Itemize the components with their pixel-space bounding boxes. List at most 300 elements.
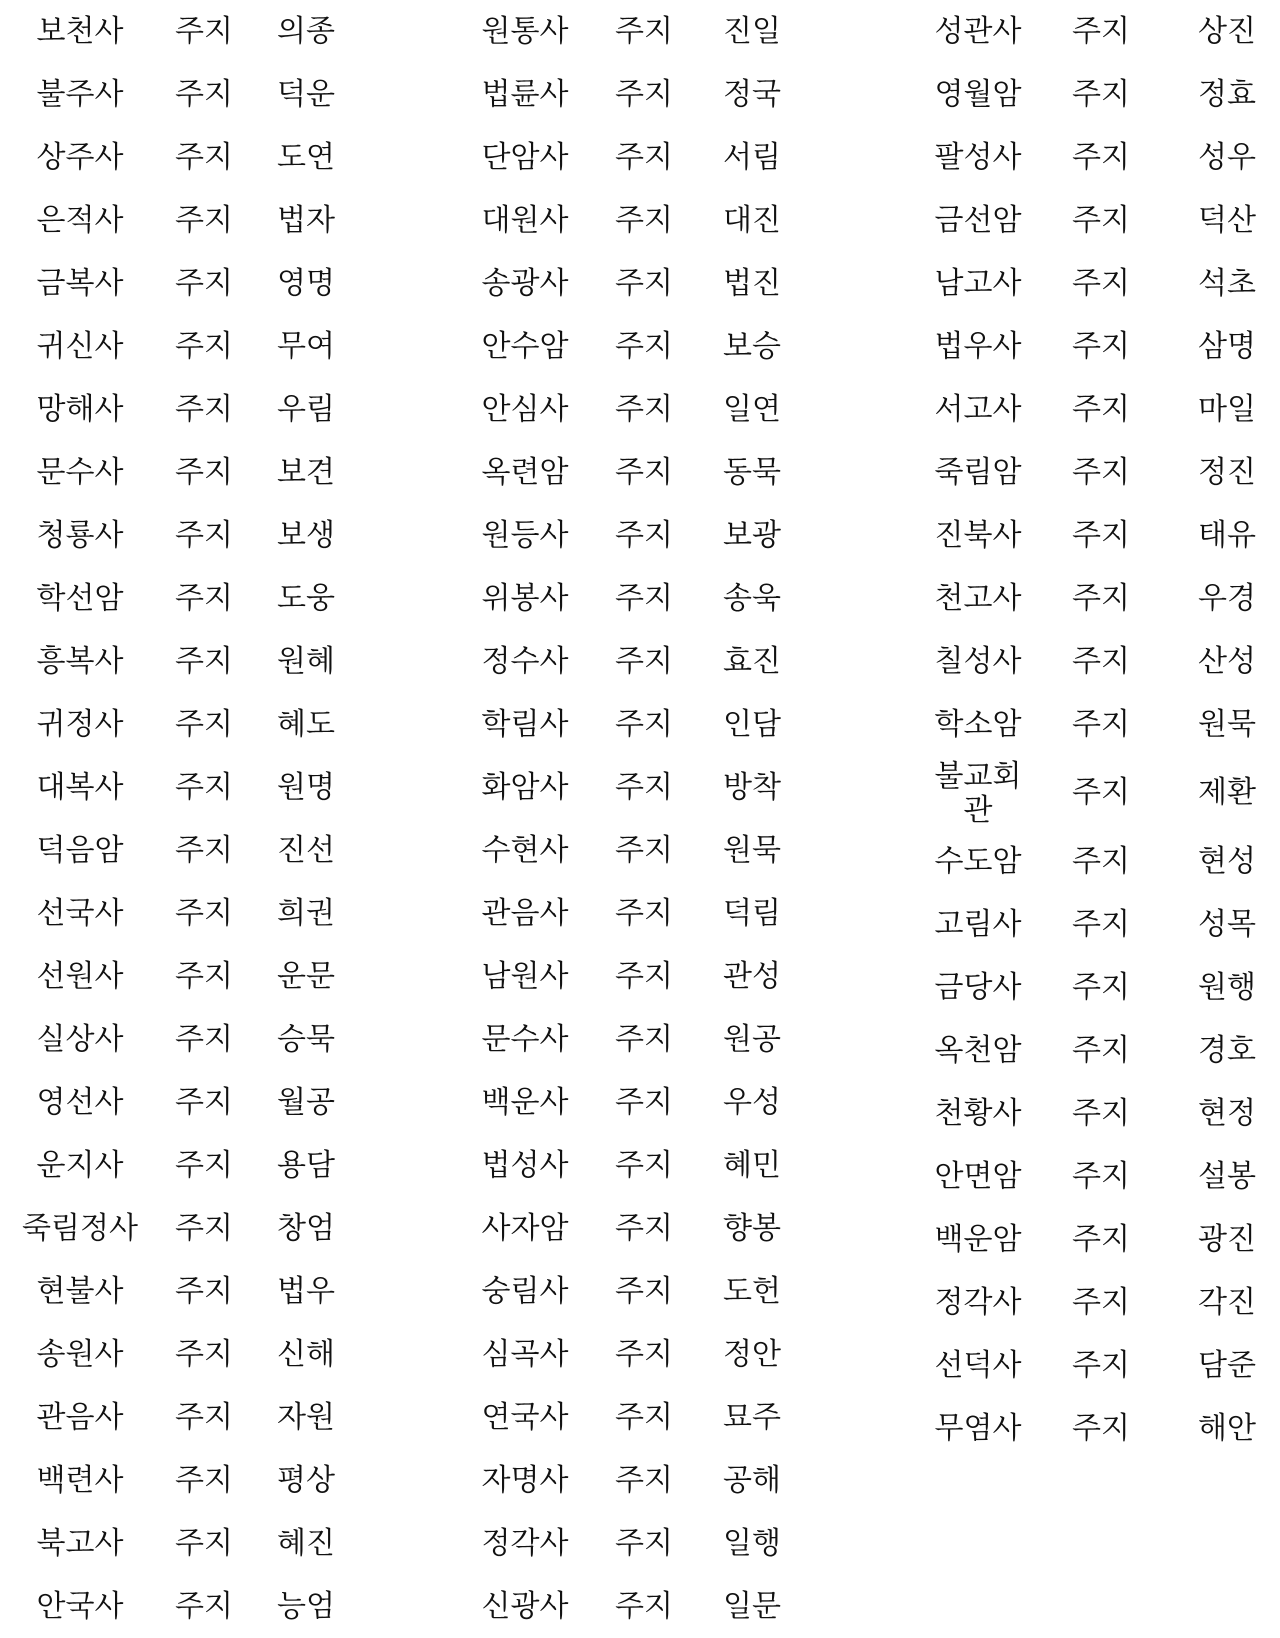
temple-name: 안면암 [934, 1159, 1022, 1194]
role-title: 주지 [1072, 844, 1130, 879]
role-title: 주지 [1072, 1285, 1130, 1320]
temple-name: 불주사 [36, 77, 124, 112]
temple-name: 보천사 [36, 14, 124, 49]
list-item [450, 756, 850, 819]
monk-name: 원묵 [723, 833, 781, 868]
role-title: 주지 [1072, 581, 1130, 616]
temple-name: 칠성사 [934, 644, 1022, 679]
list-column-1 [0, 0, 420, 1638]
temple-name: 진북사 [934, 518, 1022, 553]
monk-name: 산성 [1198, 644, 1256, 679]
list-item [0, 441, 420, 504]
role-title: 주지 [175, 707, 233, 742]
monk-name: 혜민 [723, 1148, 781, 1183]
monk-name: 진선 [277, 833, 335, 868]
role-title: 주지 [175, 1211, 233, 1246]
temple-name: 송광사 [481, 266, 569, 301]
monk-name: 성목 [1198, 907, 1256, 942]
list-item [895, 830, 1280, 893]
monk-name: 일문 [723, 1589, 781, 1624]
role-title: 주지 [175, 1337, 233, 1372]
monk-name: 창엄 [277, 1211, 335, 1246]
monk-name: 덕운 [277, 77, 335, 112]
list-item [0, 819, 420, 882]
monk-name: 마일 [1198, 392, 1256, 427]
temple-name: 정각사 [934, 1285, 1022, 1320]
temple-name: 무염사 [934, 1411, 1022, 1446]
role-title: 주지 [1072, 1411, 1130, 1446]
role-title: 주지 [615, 1400, 673, 1435]
list-item [895, 315, 1280, 378]
list-item [0, 1323, 420, 1386]
role-title: 주지 [615, 1526, 673, 1561]
list-item [0, 945, 420, 1008]
monk-name: 정효 [1198, 77, 1256, 112]
temple-name: 영월암 [934, 77, 1022, 112]
temple-name: 성관사 [934, 14, 1022, 49]
list-column-2 [450, 0, 850, 1638]
temple-name: 선덕사 [934, 1348, 1022, 1383]
role-title: 주지 [615, 1589, 673, 1624]
temple-name: 정각사 [481, 1526, 569, 1561]
role-title: 주지 [175, 1022, 233, 1057]
monk-name: 우경 [1198, 581, 1256, 616]
monk-name: 덕산 [1198, 203, 1256, 238]
role-title: 주지 [175, 1526, 233, 1561]
list-item [450, 1323, 850, 1386]
list-item [0, 567, 420, 630]
list-item [0, 1197, 420, 1260]
role-title: 주지 [1072, 392, 1130, 427]
role-title: 주지 [1072, 266, 1130, 301]
role-title: 주지 [175, 1589, 233, 1624]
temple-name: 학선암 [36, 581, 124, 616]
role-title: 주지 [175, 1085, 233, 1120]
list-item [450, 63, 850, 126]
monk-name: 삼명 [1198, 329, 1256, 364]
list-item [0, 1134, 420, 1197]
temple-name: 학림사 [481, 707, 569, 742]
list-item [895, 0, 1280, 63]
monk-name: 자원 [277, 1400, 335, 1435]
role-title: 주지 [615, 518, 673, 553]
monk-name: 원공 [723, 1022, 781, 1057]
list-item [895, 378, 1280, 441]
monk-name: 신해 [277, 1337, 335, 1372]
role-title: 주지 [615, 455, 673, 490]
list-item [450, 1449, 850, 1512]
list-item [0, 1071, 420, 1134]
temple-name: 관음사 [36, 1400, 124, 1435]
temple-name: 문수사 [481, 1022, 569, 1057]
monk-name: 법우 [277, 1274, 335, 1309]
monk-name: 진일 [723, 14, 781, 49]
temple-name: 단암사 [481, 140, 569, 175]
temple-name: 화암사 [481, 770, 569, 805]
list-item [0, 1575, 420, 1638]
monk-name: 효진 [723, 644, 781, 679]
list-item [895, 893, 1280, 956]
list-item [450, 189, 850, 252]
role-title: 주지 [615, 1085, 673, 1120]
role-title: 주지 [615, 833, 673, 868]
role-title: 주지 [175, 392, 233, 427]
monk-name: 원명 [277, 770, 335, 805]
list-item [895, 504, 1280, 567]
temple-name: 고림사 [934, 907, 1022, 942]
monk-name: 원묵 [1198, 707, 1256, 742]
role-title: 주지 [175, 77, 233, 112]
monk-name: 혜도 [277, 707, 335, 742]
role-title: 주지 [615, 896, 673, 931]
role-title: 주지 [615, 140, 673, 175]
list-item [0, 378, 420, 441]
role-title: 주지 [615, 14, 673, 49]
monk-name: 태유 [1198, 518, 1256, 553]
temple-name: 사자암 [481, 1211, 569, 1246]
monk-name: 상진 [1198, 14, 1256, 49]
temple-name: 대복사 [36, 770, 124, 805]
list-item [0, 693, 420, 756]
list-item [450, 945, 850, 1008]
role-title: 주지 [175, 455, 233, 490]
role-title: 주지 [175, 266, 233, 301]
temple-name: 원등사 [481, 518, 569, 553]
temple-name: 팔성사 [934, 140, 1022, 175]
monk-name: 우성 [723, 1085, 781, 1120]
monk-name: 승묵 [277, 1022, 335, 1057]
monk-name: 법진 [723, 266, 781, 301]
monk-name: 해안 [1198, 1411, 1256, 1446]
temple-name: 선원사 [36, 959, 124, 994]
list-item [0, 63, 420, 126]
list-item [0, 1260, 420, 1323]
list-item [450, 0, 850, 63]
role-title: 주지 [175, 959, 233, 994]
list-item [0, 1512, 420, 1575]
monk-name: 정국 [723, 77, 781, 112]
list-item [895, 126, 1280, 189]
role-title: 주지 [615, 1211, 673, 1246]
temple-name: 선국사 [36, 896, 124, 931]
role-title: 주지 [1072, 1033, 1130, 1068]
list-item [895, 1208, 1280, 1271]
list-item [450, 504, 850, 567]
role-title: 주지 [615, 581, 673, 616]
monk-name: 혜진 [277, 1526, 335, 1561]
temple-name [925, 756, 1031, 830]
temple-name: 남고사 [934, 266, 1022, 301]
monk-name: 희권 [277, 896, 335, 931]
temple-name: 금복사 [36, 266, 124, 301]
monk-name: 용담 [277, 1148, 335, 1183]
temple-name: 옥천암 [934, 1033, 1022, 1068]
role-title: 주지 [175, 644, 233, 679]
monk-name: 우림 [277, 392, 335, 427]
list-item [0, 0, 420, 63]
list-item [895, 1397, 1280, 1460]
temple-name: 죽림암 [934, 455, 1022, 490]
list-item [0, 1449, 420, 1512]
monk-name: 월공 [277, 1085, 335, 1120]
temple-name: 법우사 [934, 329, 1022, 364]
list-item [895, 441, 1280, 504]
list-item [0, 1008, 420, 1071]
monk-name: 관성 [723, 959, 781, 994]
role-title: 주지 [175, 1274, 233, 1309]
temple-name: 운지사 [36, 1148, 124, 1183]
list-item [450, 1008, 850, 1071]
role-title: 주지 [615, 1148, 673, 1183]
role-title: 주지 [175, 1148, 233, 1183]
temple-name: 현불사 [36, 1274, 124, 1309]
monk-name: 정진 [1198, 455, 1256, 490]
role-title: 주지 [1072, 644, 1130, 679]
temple-name: 천황사 [934, 1096, 1022, 1131]
temple-name: 심곡사 [481, 1337, 569, 1372]
list-item [450, 252, 850, 315]
role-title: 주지 [1072, 1348, 1130, 1383]
monk-name: 보광 [723, 518, 781, 553]
list-item [0, 1386, 420, 1449]
monk-name: 덕림 [723, 896, 781, 931]
list-item [450, 1071, 850, 1134]
monk-name: 평상 [277, 1463, 335, 1498]
role-title: 주지 [175, 581, 233, 616]
role-title: 주지 [175, 833, 233, 868]
temple-name: 서고사 [934, 392, 1022, 427]
list-item [450, 1134, 850, 1197]
role-title: 주지 [1072, 203, 1130, 238]
role-title: 주지 [615, 707, 673, 742]
monk-name: 영명 [277, 266, 335, 301]
monk-name: 담준 [1198, 1348, 1256, 1383]
monk-name: 의종 [277, 14, 335, 49]
role-title: 주지 [1072, 455, 1130, 490]
role-title: 주지 [615, 770, 673, 805]
temple-name: 덕음암 [36, 833, 124, 868]
list-item [895, 630, 1280, 693]
role-title: 주지 [1072, 14, 1130, 49]
role-title: 주지 [1072, 970, 1130, 1005]
temple-name: 은적사 [36, 203, 124, 238]
role-title: 주지 [175, 1400, 233, 1435]
monk-name: 보생 [277, 518, 335, 553]
monk-name: 설봉 [1198, 1159, 1256, 1194]
temple-name: 법륜사 [481, 77, 569, 112]
temple-name: 숭림사 [481, 1274, 569, 1309]
temple-name: 수도암 [934, 844, 1022, 879]
role-title: 주지 [175, 203, 233, 238]
monk-name: 정안 [723, 1337, 781, 1372]
monk-name: 원혜 [277, 644, 335, 679]
monk-name: 도헌 [723, 1274, 781, 1309]
temple-name: 실상사 [36, 1022, 124, 1057]
list-item [450, 819, 850, 882]
temple-name: 옥련암 [481, 455, 569, 490]
monk-name: 석초 [1198, 266, 1256, 301]
temple-name: 귀정사 [36, 707, 124, 742]
temple-name: 백운사 [481, 1085, 569, 1120]
temple-name: 자명사 [481, 1463, 569, 1498]
list-item [450, 1386, 850, 1449]
list-item [0, 252, 420, 315]
list-item [895, 1082, 1280, 1145]
list-item [895, 252, 1280, 315]
role-title: 주지 [615, 1463, 673, 1498]
monk-name: 능엄 [277, 1589, 335, 1624]
role-title: 주지 [1072, 775, 1130, 810]
monk-name: 일연 [723, 392, 781, 427]
list-item [450, 126, 850, 189]
temple-name: 백련사 [36, 1463, 124, 1498]
temple-name: 안국사 [36, 1589, 124, 1624]
monk-name: 대진 [723, 203, 781, 238]
role-title: 주지 [175, 770, 233, 805]
monk-name: 원행 [1198, 970, 1256, 1005]
monk-name: 방착 [723, 770, 781, 805]
monk-name: 인담 [723, 707, 781, 742]
list-item [450, 378, 850, 441]
temple-name: 법성사 [481, 1148, 569, 1183]
list-item [450, 441, 850, 504]
temple-name: 상주사 [36, 140, 124, 175]
monk-name: 경호 [1198, 1033, 1256, 1068]
role-title: 주지 [1072, 707, 1130, 742]
role-title: 주지 [175, 140, 233, 175]
list-item [450, 1575, 850, 1638]
monk-name: 운문 [277, 959, 335, 994]
role-title: 주지 [1072, 518, 1130, 553]
temple-name: 원통사 [481, 14, 569, 49]
list-item [450, 315, 850, 378]
temple-name: 영선사 [36, 1085, 124, 1120]
monk-name: 동묵 [723, 455, 781, 490]
role-title: 주지 [175, 329, 233, 364]
temple-name: 죽림정사 [22, 1211, 138, 1246]
role-title: 주지 [175, 1463, 233, 1498]
role-title: 주지 [615, 77, 673, 112]
list-item [0, 882, 420, 945]
list-item [0, 126, 420, 189]
list-item [895, 1019, 1280, 1082]
role-title: 주지 [175, 896, 233, 931]
role-title: 주지 [615, 644, 673, 679]
list-item [0, 630, 420, 693]
temple-name: 천고사 [934, 581, 1022, 616]
role-title: 주지 [1072, 1096, 1130, 1131]
role-title: 주지 [615, 392, 673, 427]
temple-name: 연국사 [481, 1400, 569, 1435]
monk-name: 향봉 [723, 1211, 781, 1246]
monk-name: 일행 [723, 1526, 781, 1561]
list-item [0, 756, 420, 819]
list-item [895, 567, 1280, 630]
temple-name: 송원사 [36, 1337, 124, 1372]
temple-name-text: 불교회관 [934, 759, 1022, 828]
list-item [895, 1145, 1280, 1208]
role-title: 주지 [1072, 907, 1130, 942]
role-title: 주지 [615, 1022, 673, 1057]
list-item [450, 1260, 850, 1323]
list-item [450, 567, 850, 630]
role-title: 주지 [175, 14, 233, 49]
monk-name: 무여 [277, 329, 335, 364]
temple-name: 안심사 [481, 392, 569, 427]
list-item [0, 189, 420, 252]
temple-name: 흥복사 [36, 644, 124, 679]
monk-name: 묘주 [723, 1400, 781, 1435]
temple-name: 신광사 [481, 1589, 569, 1624]
role-title: 주지 [615, 959, 673, 994]
list-item [895, 756, 1280, 830]
temple-name: 청룡사 [36, 518, 124, 553]
temple-name: 관음사 [481, 896, 569, 931]
role-title: 주지 [1072, 1222, 1130, 1257]
list-item [450, 630, 850, 693]
temple-name: 안수암 [481, 329, 569, 364]
monk-name: 각진 [1198, 1285, 1256, 1320]
temple-name: 망해사 [36, 392, 124, 427]
monk-name: 현성 [1198, 844, 1256, 879]
temple-name: 백운암 [934, 1222, 1022, 1257]
monk-name: 현정 [1198, 1096, 1256, 1131]
list-item [895, 1334, 1280, 1397]
monk-name: 서림 [723, 140, 781, 175]
monk-name: 송욱 [723, 581, 781, 616]
temple-name: 귀신사 [36, 329, 124, 364]
temple-name: 학소암 [934, 707, 1022, 742]
role-title: 주지 [615, 1337, 673, 1372]
list-item [895, 189, 1280, 252]
temple-name: 대원사 [481, 203, 569, 238]
monk-name: 공해 [723, 1463, 781, 1498]
monk-name: 보견 [277, 455, 335, 490]
monk-name: 도연 [277, 140, 335, 175]
monk-name: 광진 [1198, 1222, 1256, 1257]
role-title: 주지 [1072, 329, 1130, 364]
role-title: 주지 [615, 266, 673, 301]
role-title: 주지 [1072, 140, 1130, 175]
list-item [450, 693, 850, 756]
temple-name: 위봉사 [481, 581, 569, 616]
monk-name: 성우 [1198, 140, 1256, 175]
list-column-3 [895, 0, 1280, 1460]
monk-name: 보승 [723, 329, 781, 364]
list-item [895, 1271, 1280, 1334]
role-title: 주지 [615, 329, 673, 364]
monk-name: 법자 [277, 203, 335, 238]
role-title: 주지 [615, 203, 673, 238]
temple-name: 남원사 [481, 959, 569, 994]
role-title: 주지 [175, 518, 233, 553]
temple-name: 금선암 [934, 203, 1022, 238]
temple-name: 수현사 [481, 833, 569, 868]
monk-name: 도웅 [277, 581, 335, 616]
temple-name: 정수사 [481, 644, 569, 679]
list-item [895, 956, 1280, 1019]
list-item [895, 63, 1280, 126]
role-title: 주지 [1072, 1159, 1130, 1194]
monk-name: 제환 [1198, 775, 1256, 810]
temple-name: 금당사 [934, 970, 1022, 1005]
list-item [0, 504, 420, 567]
list-item [450, 1512, 850, 1575]
list-item [450, 1197, 850, 1260]
temple-name: 북고사 [36, 1526, 124, 1561]
list-item [895, 693, 1280, 756]
list-item [0, 315, 420, 378]
